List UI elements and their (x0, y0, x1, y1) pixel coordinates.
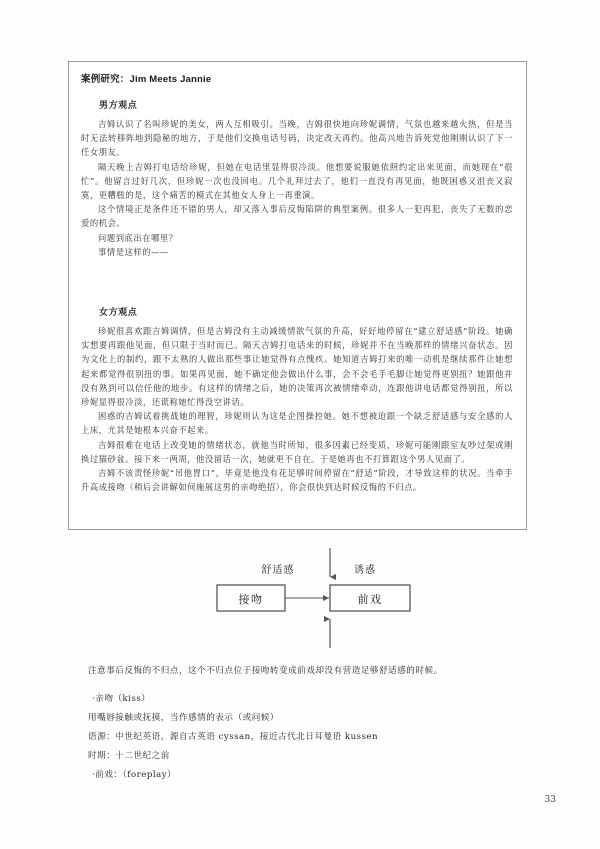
paragraph: 这个情境正是条件还不错的男人，却又落入事后反悔陷阱的典型案例。很多人一犯再犯，丧失了无数的恋爱的机会。 (81, 204, 513, 229)
paragraph: 吉姆不该责怪珍妮“吊他胃口”，毕竟是他没有花足够时间停留在“舒适”阶段，才导致这样的状况。当牵手升高成接吻（稍后会讲解如何施展这男的亲吻绝招），你会很快到达时候反悔的不归点。 (81, 468, 513, 493)
paragraph: 吉姆很难在电话上改变她的情绪状态，就他当时所知，很多因素已经变质，珍妮可能刚跟室友吵过架或刚换过猫砂盆。接下来一两周，他没留话一次，她就更不自在。于是她再也不打算跟这个男人见面了。 (81, 439, 513, 464)
note-line: 时期：十二世纪之前 (88, 751, 170, 761)
note-line: ·亲吻（kiss） (92, 694, 151, 704)
diagram-box-foreplay-label: 前戏 (357, 594, 383, 606)
note-line: 用嘴唇接触或抚摸，当作感情的表示（或问候） (88, 713, 279, 723)
paragraph: 珍妮很喜欢跟吉姆调情，但是吉姆没有主动减缓情欲气氛的升高，好好地停留在“建立舒适感”阶段。她确实想要再跟他见面，但只限于当时而已。隔天吉姆打电话来的时候，珍妮并不在当晚那样的情绪兴奋状态。因为文化上的制约，跟不太熟的人做出那些事让她觉得有点愧疚。她知道吉姆打来的唯一动机是继续那件让她想起来都觉得很别扭的事。如果再见面，她不确定他会做出什么事，会不会毛手毛脚让她觉得更别扭？她跟他并没有熟到可以信任他的地步。有这样的情绪之后，她的决策再次被情绪牵动，连跟他讲电话都觉得别扭，所以珍妮显得很冷淡，还谎称她忙得没空讲话。 (81, 326, 513, 408)
notes-section (88, 662, 528, 785)
note-line: 语源：中世纪英语，源自古英语 cyssan，接近古代北日耳曼语 kussen (88, 732, 379, 742)
paragraph: 困惑的吉姆试着挑战她的理智，珍妮则认为这是企图操控她。她不想被迫跟一个缺乏舒适感与安全感的人上床，尤其是她根本兴奋不起来。 (81, 411, 513, 436)
paragraph: 隔天晚上吉姆打电话给珍妮，但她在电话里显得很冷淡。他想要说服她依照约定出来见面，而她现在“很忙”。他留言过好几次，但珍妮一次也没回电。几个礼拜过去了，他们一直没有再见面，他既困惑又沮丧又寂寞，更糟糕的是，这个痛苦的模式在其他女人身上一再重演。 (81, 161, 513, 201)
paragraph: 事情是这样的—— (98, 246, 169, 257)
female-perspective-section (81, 305, 513, 494)
note-intro: 注意事后反悔的不归点，这个不归点位于接吻转变成前戏却没有营造足够舒适感的时候。 (88, 666, 443, 676)
female-perspective-heading: 女方观点 (99, 308, 138, 318)
diagram-label-comfort: 舒适感 (261, 565, 295, 576)
paragraph: 吉姆认识了名叫珍妮的美女，两人互相吸引。当晚，吉姆很快地向珍妮调情，气氛也越来越火热，但是当时无法转移阵地到隐秘的地方，于是他们交换电话号码，决定改天再约。他高兴地告诉死党他刚刚认识了下一任女朋友。 (81, 119, 513, 158)
male-perspective-section (81, 98, 513, 259)
escalation-flow-diagram (180, 540, 450, 662)
diagram-label-seduction: 诱惑 (354, 565, 376, 576)
note-line: ·前戏：（foreplay） (92, 770, 177, 780)
case-study-title: 案例研究：Jim Meets Jannie (81, 74, 212, 85)
male-perspective-heading: 男方观点 (99, 101, 138, 111)
diagram-svg (180, 540, 450, 662)
diagram-box-kiss-label: 接吻 (238, 594, 264, 606)
page-number: 33 (544, 795, 556, 805)
case-study-box (68, 61, 527, 530)
paragraph: 问题到底出在哪里？ (98, 232, 178, 243)
